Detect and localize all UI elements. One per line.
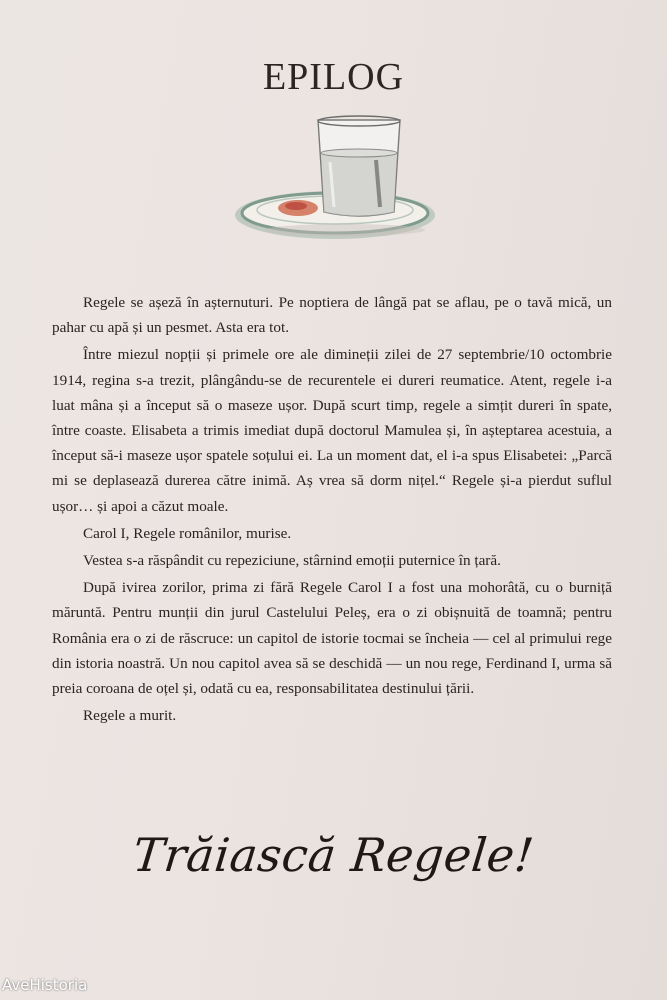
paragraph: Regele se așeză în așternuturi. Pe noptiera de lângă pat se aflau, pe o tavă mică, un pahar cu apă și un pesmet. Asta era tot. — [52, 294, 612, 337]
glass-on-tray-illustration — [230, 112, 450, 252]
page-title: EPILOG — [262, 56, 405, 98]
paragraph: Regele a murit. — [83, 707, 177, 725]
paragraph: Vestea s-a răspândit cu repeziciune, stârnind emoții puternice în țară. — [83, 552, 501, 570]
closing-signature: Trăiască Regele! — [130, 828, 537, 882]
paragraph: Carol I, Regele românilor, murise. — [83, 524, 292, 542]
paragraph: Între miezul nopții și primele ore ale dimineții zilei de 27 septembrie/10 octombrie 1914, regina s-a trezit, plângându-se de recurentele ei dureri reumatice. Atent, regele i-a luat mâna și a început să o maseze ușor. După scurt timp, regele a simțit dureri în spate, între coaste. Elisabeta a trimis imediat după doctorul Mamulea și, în așteptarea acestuia, a început să-i maseze ușor spatele soțului ei. La un moment dat, el i-a spus Elisabetei: „Parcă mi se deplasează durerea către inimă. Aș vrea să dorm nițel.“ Regele și-a pierdut suflul ușor… și apoi a căzut moale. — [52, 346, 612, 515]
paragraph: După ivirea zorilor, prima zi fără Regele Carol I a fost una mohorâtă, cu o burniță măruntă. Pentru munții din jurul Castelului Peleș, era o zi obișnuită de toamnă; pentru România era o zi de răscruce: un capitol de istorie tocmai se încheia — cel al primului rege din istoria noastră. Un nou capitol avea să se deschidă — un nou rege, Ferdinand I, urma să preia coroana de oțel și, odată cu ea, responsabilitatea destinului țării. — [52, 579, 612, 698]
body-text — [52, 290, 612, 730]
watermark: AveHistoria — [2, 976, 88, 994]
